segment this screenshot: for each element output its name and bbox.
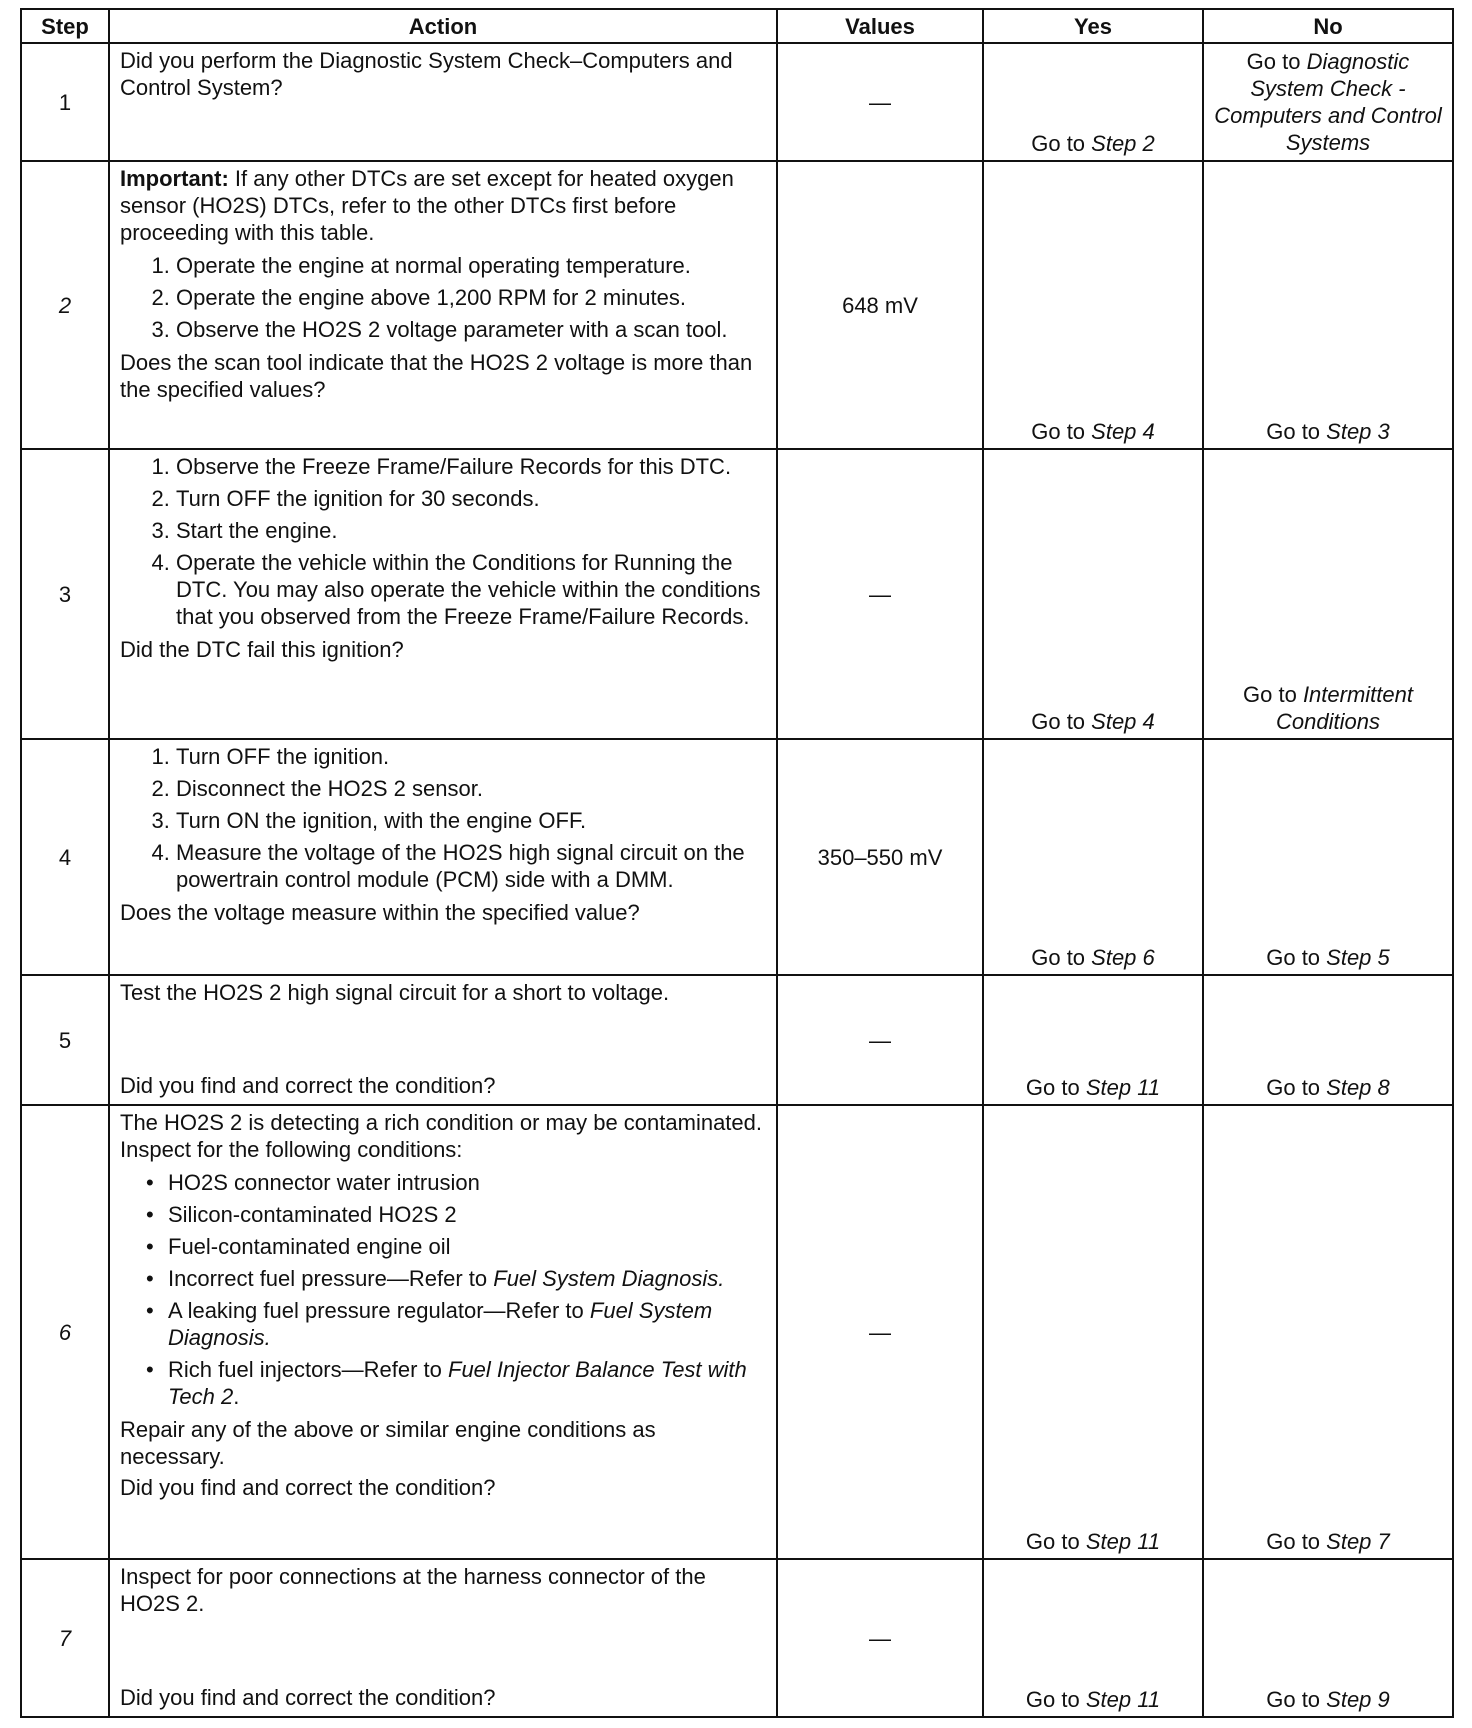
yes-prefix: Go to xyxy=(1025,1529,1086,1554)
step-number: 5 xyxy=(21,975,109,1105)
value-cell: — xyxy=(777,975,983,1105)
list-item: 3. Start the engine. xyxy=(176,517,766,544)
action-question: Did you find and correct the condition? xyxy=(120,1475,496,1500)
list-item: 2. Disconnect the HO2S 2 sensor. xyxy=(176,775,766,802)
header-values: Values xyxy=(777,9,983,43)
header-step: Step xyxy=(21,9,109,43)
list-item: 1. Operate the engine at normal operating temperature. xyxy=(176,252,766,279)
yes-cell xyxy=(983,161,1203,449)
no-prefix: Go to xyxy=(1266,419,1327,444)
no-cell xyxy=(1203,975,1453,1105)
action-instruction: The HO2S 2 is detecting a rich condition or may be contaminated. Inspect for the following conditions: xyxy=(120,1110,763,1162)
no-cell xyxy=(1203,1105,1453,1559)
bullet-icon: • xyxy=(146,1170,154,1195)
action-cell xyxy=(109,43,777,161)
action-cell xyxy=(109,1559,777,1717)
yes-cell xyxy=(983,43,1203,161)
bullet-icon: • xyxy=(146,1234,154,1259)
yes-prefix: Go to xyxy=(1031,131,1092,156)
action-question: Did you find and correct the condition? xyxy=(120,1685,496,1710)
table-row-step-7 xyxy=(21,1559,1453,1717)
yes-link[interactable]: Step 11 xyxy=(1085,1075,1161,1100)
yes-link[interactable]: Step 11 xyxy=(1085,1687,1161,1712)
no-cell xyxy=(1203,449,1453,739)
no-link[interactable]: Step 8 xyxy=(1326,1075,1390,1100)
no-link[interactable]: Step 7 xyxy=(1326,1529,1390,1554)
diagnostic-table xyxy=(20,8,1454,1718)
no-cell xyxy=(1203,1559,1453,1717)
action-cell xyxy=(109,161,777,449)
yes-cell xyxy=(983,1559,1203,1717)
action-question: Did you perform the Diagnostic System Check–Computers and Control System? xyxy=(120,48,733,100)
yes-prefix: Go to xyxy=(1025,1687,1086,1712)
reference-link[interactable]: Fuel System Diagnosis. xyxy=(493,1266,725,1291)
table-row-step-4 xyxy=(21,739,1453,975)
yes-link[interactable]: Step 4 xyxy=(1091,709,1155,734)
table-row-step-3 xyxy=(21,449,1453,739)
no-link-cont[interactable]: Conditions xyxy=(1276,709,1380,734)
bullet-icon: • xyxy=(146,1298,154,1323)
list-item: • Incorrect fuel pressure—Refer to Fuel System Diagnosis. xyxy=(146,1266,725,1291)
value-cell: 648 mV xyxy=(777,161,983,449)
header-row xyxy=(21,9,1453,43)
value-cell: — xyxy=(777,43,983,161)
list-item: • A leaking fuel pressure regulator—Refer to Fuel System Diagnosis. xyxy=(146,1298,713,1350)
reference-link[interactable]: Fuel Injector Balance Test with Tech 2 xyxy=(168,1357,747,1409)
yes-link[interactable]: Step 6 xyxy=(1091,945,1155,970)
list-item: 1. Turn OFF the ignition. xyxy=(176,743,766,770)
list-item: 4. Operate the vehicle within the Conditions for Running the DTC. You may also operate the vehicle within the conditions that you observed from the Freeze Frame/Failure Records. xyxy=(176,549,766,630)
header-yes: Yes xyxy=(983,9,1203,43)
list-item: • Fuel-contaminated engine oil xyxy=(146,1234,451,1259)
action-question: Did the DTC fail this ignition? xyxy=(120,637,404,662)
yes-prefix: Go to xyxy=(1031,419,1092,444)
action-question: Did you find and correct the condition? xyxy=(120,1073,496,1098)
bullet-icon: • xyxy=(146,1357,154,1382)
condition-list xyxy=(120,1169,766,1410)
table-row-step-2 xyxy=(21,161,1453,449)
no-link[interactable]: Step 9 xyxy=(1326,1687,1390,1712)
procedure-list xyxy=(120,743,766,893)
yes-link[interactable]: Step 11 xyxy=(1085,1529,1161,1554)
yes-prefix: Go to xyxy=(1025,1075,1086,1100)
no-cell xyxy=(1203,43,1453,161)
step-number: 6 xyxy=(21,1105,109,1559)
yes-prefix: Go to xyxy=(1031,945,1092,970)
no-prefix: Go to xyxy=(1266,1075,1327,1100)
list-item: 3. Observe the HO2S 2 voltage parameter with a scan tool. xyxy=(176,316,766,343)
step-number: 7 xyxy=(21,1559,109,1717)
step-number: 3 xyxy=(21,449,109,739)
no-link[interactable]: Intermittent xyxy=(1302,682,1413,707)
value-cell: — xyxy=(777,1559,983,1717)
step-number: 1 xyxy=(21,43,109,161)
action-instruction: Test the HO2S 2 high signal circuit for a short to voltage. xyxy=(120,980,670,1005)
action-repair: Repair any of the above or similar engine conditions as necessary. xyxy=(120,1417,656,1469)
list-item: 2. Turn OFF the ignition for 30 seconds. xyxy=(176,485,766,512)
important-note xyxy=(120,165,766,246)
header-action: Action xyxy=(109,9,777,43)
list-item: 2. Operate the engine above 1,200 RPM for 2 minutes. xyxy=(176,284,766,311)
yes-cell xyxy=(983,449,1203,739)
list-item: • HO2S connector water intrusion xyxy=(146,1170,480,1195)
value-cell: — xyxy=(777,449,983,739)
no-prefix: Go to xyxy=(1266,945,1327,970)
table-row-step-5 xyxy=(21,975,1453,1105)
action-cell xyxy=(109,739,777,975)
action-question: Does the voltage measure within the specified value? xyxy=(120,900,640,925)
action-cell xyxy=(109,449,777,739)
important-label: Important: xyxy=(120,166,229,191)
yes-cell xyxy=(983,1105,1203,1559)
step-number: 4 xyxy=(21,739,109,975)
important-text: If any other DTCs are set except for heated oxygen sensor (HO2S) DTCs, refer to the other DTCs first before proceeding with this table. xyxy=(120,166,734,245)
yes-cell xyxy=(983,975,1203,1105)
no-prefix: Go to xyxy=(1243,682,1303,707)
bullet-icon: • xyxy=(146,1202,154,1227)
reference-link[interactable]: Fuel System Diagnosis. xyxy=(168,1298,713,1350)
yes-link[interactable]: Step 4 xyxy=(1091,419,1155,444)
action-cell xyxy=(109,1105,777,1559)
table-row-step-6 xyxy=(21,1105,1453,1559)
list-item: • Silicon-contaminated HO2S 2 xyxy=(146,1202,457,1227)
procedure-list xyxy=(120,252,766,343)
step-number: 2 xyxy=(21,161,109,449)
no-link[interactable]: Step 5 xyxy=(1326,945,1390,970)
procedure-list xyxy=(120,453,766,630)
table-row-step-1 xyxy=(21,43,1453,161)
no-link[interactable]: Step 3 xyxy=(1326,419,1390,444)
no-prefix: Go to xyxy=(1246,49,1307,74)
diagnostic-table-page xyxy=(20,8,1452,1716)
no-prefix: Go to xyxy=(1266,1529,1327,1554)
yes-prefix: Go to xyxy=(1031,709,1092,734)
action-cell xyxy=(109,975,777,1105)
bullet-icon: • xyxy=(146,1266,154,1291)
list-item: 3. Turn ON the ignition, with the engine OFF. xyxy=(176,807,766,834)
yes-cell xyxy=(983,739,1203,975)
list-item: 4. Measure the voltage of the HO2S high signal circuit on the powertrain control module (PCM) side with a DMM. xyxy=(176,839,766,893)
action-question: Does the scan tool indicate that the HO2S 2 voltage is more than the specified values? xyxy=(120,350,753,402)
no-cell xyxy=(1203,739,1453,975)
list-item: 1. Observe the Freeze Frame/Failure Records for this DTC. xyxy=(176,453,766,480)
yes-link[interactable]: Step 2 xyxy=(1091,131,1155,156)
action-instruction: Inspect for poor connections at the harness connector of the HO2S 2. xyxy=(120,1564,706,1616)
list-item: • Rich fuel injectors—Refer to Fuel Injector Balance Test with Tech 2. xyxy=(146,1357,747,1409)
no-prefix: Go to xyxy=(1266,1687,1327,1712)
no-link[interactable]: Diagnostic System Check - Computers and Control Systems xyxy=(1214,49,1442,155)
value-cell: 350–550 mV xyxy=(777,739,983,975)
no-cell xyxy=(1203,161,1453,449)
value-cell: — xyxy=(777,1105,983,1559)
header-no: No xyxy=(1203,9,1453,43)
